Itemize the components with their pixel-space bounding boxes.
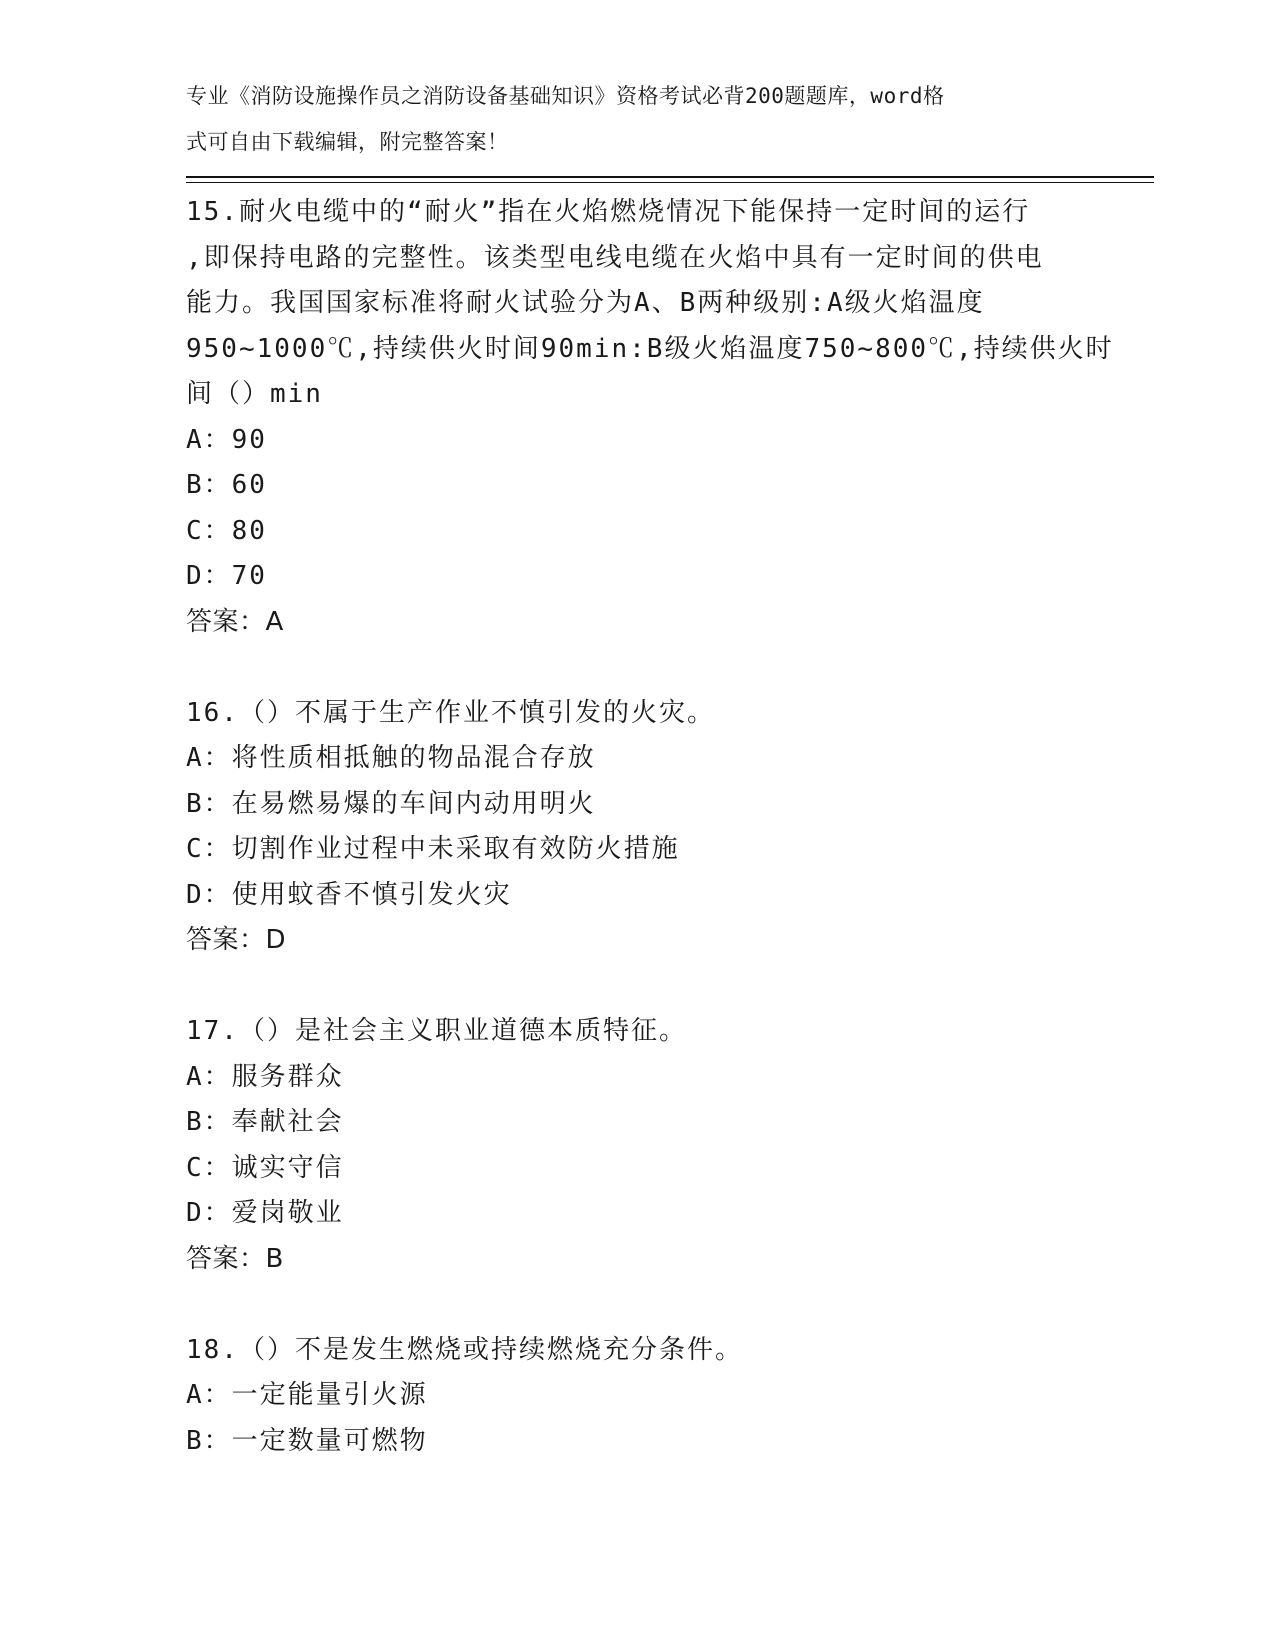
option-a: A：服务群众 [186, 1061, 344, 1092]
option-b: B：一定数量可燃物 [186, 1425, 428, 1456]
option-c: C：80 [186, 515, 267, 546]
option-c: C：诚实守信 [186, 1152, 344, 1183]
question-stem: 15.耐火电缆中的“耐火”指在火焰燃烧情况下能保持一定时间的运行 [186, 197, 1031, 227]
option-d: D：使用蚊香不慎引发火灾 [186, 879, 512, 910]
answer: 答案：A [186, 606, 284, 637]
answer: 答案：D [186, 925, 287, 955]
option-b: B：60 [186, 470, 267, 500]
option-d: D：爱岗敬业 [186, 1198, 344, 1228]
question-block [186, 691, 1086, 964]
header-divider [186, 182, 1154, 183]
question-block [186, 190, 1114, 645]
option-c: C：切割作业过程中未采取有效防火措施 [186, 834, 680, 864]
header-divider [186, 176, 1154, 178]
option-a: A：90 [186, 424, 267, 455]
question-stem: ,即保持电路的完整性。该类型电线电缆在火焰中具有一定时间的供电 [186, 242, 1044, 273]
question-stem: 16.（）不属于生产作业不慎引发的火灾。 [186, 697, 715, 728]
spacer [186, 1282, 1086, 1328]
header-line: 式可自由下载编辑，附完整答案！ [186, 129, 509, 154]
option-b: B：在易燃易爆的车间内动用明火 [186, 788, 596, 819]
option-a: A：一定能量引火源 [186, 1380, 428, 1410]
header-line: 专业《消防设施操作员之消防设备基础知识》资格考试必背200题题库，word格 [186, 84, 945, 108]
answer: 答案：B [186, 1243, 284, 1274]
question-stem: 950~1000℃,持续供火时间90min:B级火焰温度750~800℃,持续供火时 [186, 333, 1114, 364]
question-stem: 能力。我国国家标准将耐火试验分为A、B两种级别:A级火焰温度 [186, 288, 985, 318]
question-list [186, 190, 1114, 1464]
question-stem: 间（）min [186, 379, 323, 409]
option-b: B：奉献社会 [186, 1107, 344, 1137]
question-block [186, 1009, 1086, 1282]
spacer [186, 964, 1086, 1010]
question-stem: 18.（）不是发生燃烧或持续燃烧充分条件。 [186, 1334, 743, 1365]
spacer [186, 645, 1086, 691]
option-d: D：70 [186, 561, 267, 591]
document-header [186, 74, 1066, 165]
option-a: A：将性质相抵触的物品混合存放 [186, 743, 596, 773]
question-block [186, 1328, 1086, 1465]
question-stem: 17.（）是社会主义职业道德本质特征。 [186, 1016, 687, 1046]
